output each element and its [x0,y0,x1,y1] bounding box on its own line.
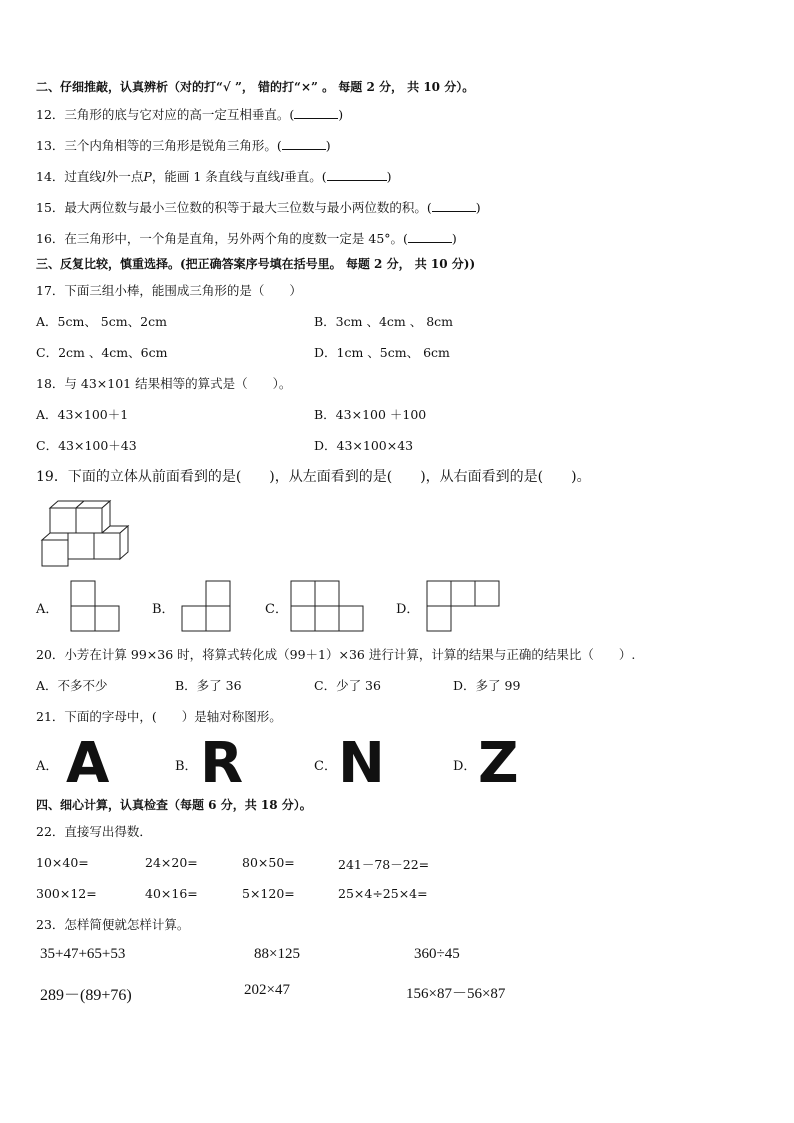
option-b[interactable]: B．43×100 ＋100 [314,407,427,422]
calc-item: 80×50= [242,855,295,870]
section-3-title: 三、反复比较，慎重选择。(把正确答案序号填在括号里。 每题 2 分， 共 10 分)) [36,257,476,271]
view-option-a-figure [70,580,122,632]
option-d[interactable]: D．1cm 、5cm、 6cm [314,345,450,360]
calc-item: 24×20= [145,855,198,870]
option-c[interactable]: C．2cm 、4cm、6cm [36,345,168,360]
answer-blank[interactable] [294,106,338,119]
question-12: 12．三角形的底与它对应的高一定互相垂直。( ) [36,107,344,122]
section-2-title: 二、仔细推敲，认真辨析（对的打“√ ”， 错的打“×” 。 每题 2 分， 共 10 分）。 [36,80,475,94]
option-d[interactable]: D．43×100×43 [314,438,414,453]
calc-item: 40×16= [145,886,198,901]
option-c[interactable]: C．少了 36 [314,678,381,693]
section-4-title: 四、细心计算，认真检查（每题 6 分，共 18 分）。 [36,798,312,812]
option-a[interactable]: A． [36,602,59,617]
view-option-d-figure [426,580,502,632]
calc-item: 10×40= [36,855,89,870]
calc-item: 25×4÷25×4= [338,886,428,901]
expr-item: 88×125 [254,946,300,962]
option-b[interactable]: B．3cm 、4cm 、 8cm [314,314,454,329]
option-b[interactable]: B．多了 36 [175,678,242,693]
question-21: 21．下面的字母中，( ）是轴对称图形。 [36,709,282,724]
expr-item: 202×47 [244,982,290,998]
expr-item: 360÷45 [414,946,460,962]
question-22: 22．直接写出得数． [36,824,152,839]
question-17: 17．下面三组小棒，能围成三角形的是（ ） [36,283,302,298]
option-a[interactable]: A． [36,759,59,774]
option-a[interactable]: A．43×100＋1 [36,407,129,422]
letter-n: N [338,731,385,796]
calc-item: 5×120= [242,886,295,901]
calc-item: 300×12= [36,886,97,901]
option-c[interactable]: C． [265,602,288,617]
option-b[interactable]: B． [152,602,175,617]
letter-a: A [66,731,110,796]
option-d[interactable]: D． [453,759,477,774]
option-d[interactable]: D．多了 99 [453,678,521,693]
answer-blank[interactable] [408,230,452,243]
question-14: 14．过直线l外一点P，能画 1 条直线与直线l垂直。( ) [36,169,392,184]
question-19: 19．下面的立体从前面看到的是( )，从左面看到的是( )，从右面看到的是( )。 [36,469,591,485]
cube-figure [40,498,140,568]
question-18: 18．与 43×101 结果相等的算式是（ ）。 [36,376,292,391]
option-c[interactable]: C．43×100＋43 [36,438,137,453]
answer-blank[interactable] [282,137,326,150]
expr-item: 35+47+65+53 [40,946,126,962]
answer-blank[interactable] [432,199,476,212]
question-16: 16．在三角形中，一个角是直角，另外两个角的度数一定是 45°。( ) [36,231,457,246]
question-15: 15．最大两位数与最小三位数的积等于最大三位数与最小两位数的积。( ) [36,200,481,215]
letter-z: Z [478,731,519,796]
view-option-b-figure [181,580,233,632]
option-b[interactable]: B． [175,759,198,774]
option-c[interactable]: C． [314,759,337,774]
letter-r: R [200,731,244,796]
question-13: 13．三个内角相等的三角形是锐角三角形。( ) [36,138,331,153]
expr-item: 156×87－56×87 [406,986,506,1002]
option-d[interactable]: D． [396,602,420,617]
question-23: 23．怎样简便就怎样计算。 [36,917,190,932]
calc-item: 241－78－22= [338,857,430,872]
expr-item: 289－(89+76) [40,987,132,1004]
question-20: 20．小芳在计算 99×36 时，将算式转化成（99＋1）×36 进行计算，计算的结果与正确的结果比（ ）. [36,647,636,662]
option-a[interactable]: A．不多不少 [36,678,108,693]
view-option-c-figure [290,580,366,632]
answer-blank[interactable] [327,168,387,181]
option-a[interactable]: A．5cm、 5cm、2cm [36,314,167,329]
